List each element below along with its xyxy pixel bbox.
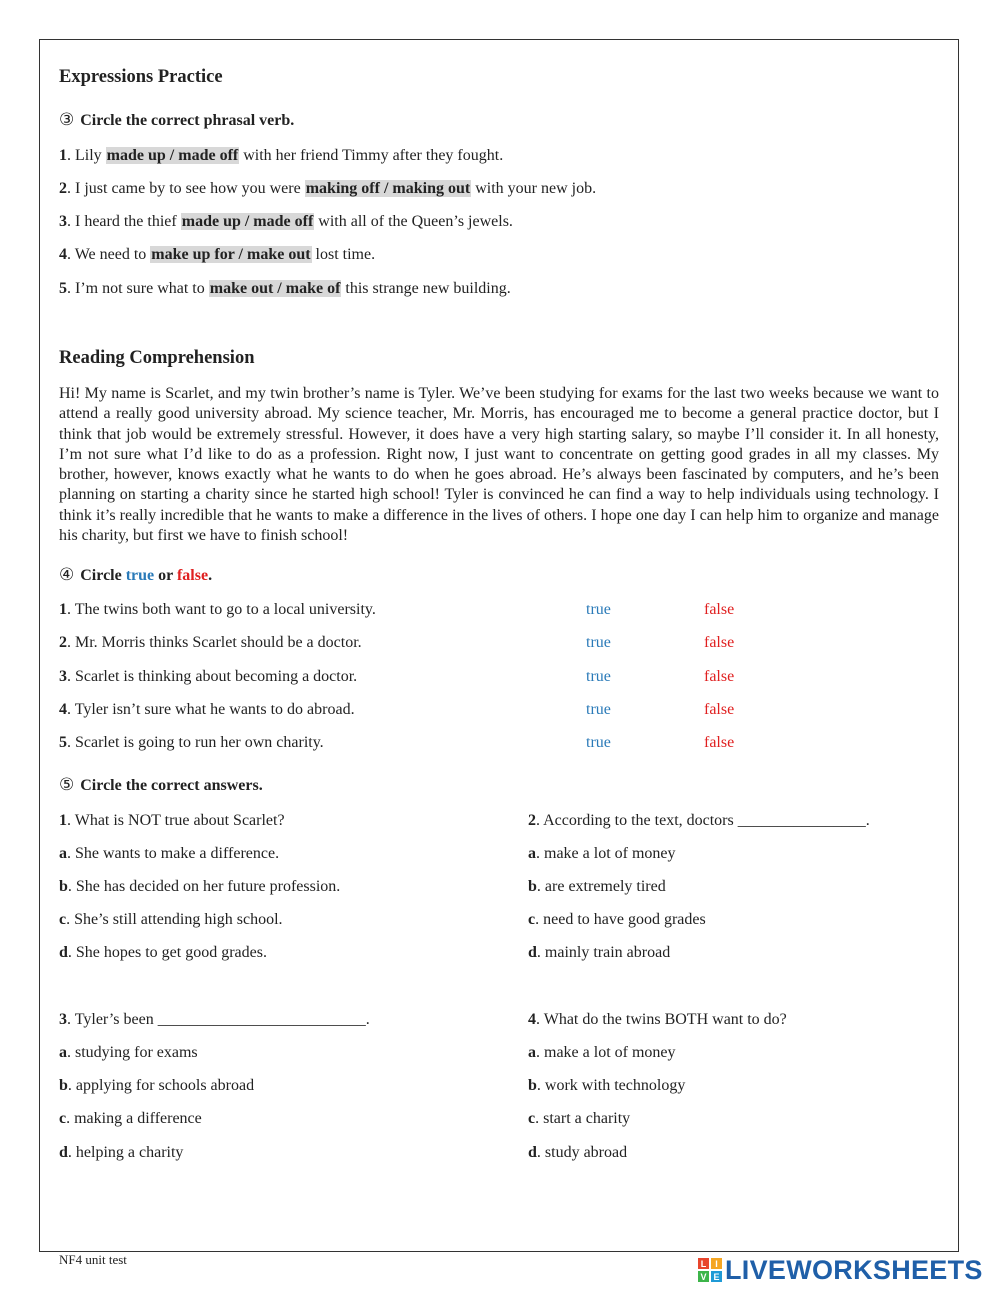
phrasal-item-2: 2. I just came by to see how you were making off / making out with your new job. — [59, 180, 597, 197]
answer-option[interactable]: c. need to have good grades — [528, 911, 706, 928]
logo-block: I — [711, 1258, 722, 1269]
tf-true-option[interactable]: true — [586, 668, 611, 685]
logo-block: L — [698, 1258, 709, 1269]
logo-block: E — [711, 1271, 722, 1282]
logo-blocks-icon — [698, 1258, 722, 1282]
logo-block: V — [698, 1271, 709, 1282]
answer-option[interactable]: b. work with technology — [528, 1077, 686, 1094]
tf-false-option[interactable]: false — [704, 634, 735, 651]
question-1: 1. What is NOT true about Scarlet? — [59, 812, 285, 829]
question-3: 3. Tyler’s been __________________________. — [59, 1011, 370, 1028]
answer-option[interactable]: d. study abroad — [528, 1144, 628, 1161]
phrasal-item-4: 4. We need to make up for / make out lost time. — [59, 246, 376, 263]
answer-option[interactable]: a. studying for exams — [59, 1044, 198, 1061]
phrasal-choice[interactable]: made up / made off — [181, 213, 314, 230]
answer-option[interactable]: d. helping a charity — [59, 1144, 184, 1161]
answer-option[interactable]: a. She wants to make a difference. — [59, 845, 280, 862]
instruction-phrasal-verb: ③ Circle the correct phrasal verb. — [59, 110, 295, 129]
phrasal-item-5: 5. I’m not sure what to make out / make of this strange new building. — [59, 280, 511, 297]
tf-false-option[interactable]: false — [704, 668, 735, 685]
answer-option[interactable]: b. She has decided on her future profession. — [59, 878, 341, 895]
tf-true-option[interactable]: true — [586, 634, 611, 651]
answer-option[interactable]: a. make a lot of money — [528, 1044, 676, 1061]
question-2: 2. According to the text, doctors ________________. — [528, 812, 870, 829]
section-title-reading: Reading Comprehension — [59, 348, 255, 368]
phrasal-choice[interactable]: make up for / make out — [151, 246, 311, 263]
footer-label: NF4 unit test — [59, 1252, 127, 1267]
answer-option[interactable]: a. make a lot of money — [528, 845, 676, 862]
phrasal-item-3: 3. I heard the thief made up / made off with all of the Queen’s jewels. — [59, 213, 513, 230]
circled-number-4: ④ — [59, 565, 75, 584]
tf-true-option[interactable]: true — [586, 601, 611, 618]
answer-option[interactable]: b. are extremely tired — [528, 878, 666, 895]
answer-option[interactable]: d. mainly train abroad — [528, 944, 671, 961]
liveworksheets-logo — [698, 1256, 983, 1284]
phrasal-choice[interactable]: making off / making out — [305, 180, 471, 197]
tf-true-option[interactable]: true — [586, 734, 611, 751]
section-title-expressions: Expressions Practice — [59, 67, 223, 87]
tf-false-option[interactable]: false — [704, 601, 735, 618]
tf-item-1: 1. The twins both want to go to a local university. — [59, 601, 376, 618]
instruction-correct-answers: ⑤ Circle the correct answers. — [59, 775, 263, 794]
tf-false-option[interactable]: false — [704, 734, 735, 751]
answer-option[interactable]: c. making a difference — [59, 1110, 202, 1127]
logo-text: LIVEWORKSHEETS — [725, 1254, 983, 1285]
tf-false-option[interactable]: false — [704, 701, 735, 718]
tf-item-3: 3. Scarlet is thinking about becoming a doctor. — [59, 668, 358, 685]
tf-item-4: 4. Tyler isn’t sure what he wants to do abroad. — [59, 701, 355, 718]
answer-option[interactable]: c. start a charity — [528, 1110, 631, 1127]
phrasal-choice[interactable]: made up / made off — [106, 147, 239, 164]
phrasal-item-1: 1. Lily made up / made off with her friend Timmy after they fought. — [59, 147, 504, 164]
answer-option[interactable]: d. She hopes to get good grades. — [59, 944, 267, 961]
reading-passage: Hi! My name is Scarlet, and my twin brother’s name is Tyler. We’ve been studying for exams for the last two weeks because we want to attend a really good university abroad. My science teacher, Mr. Morris, has encouraged me to become a general practice doctor, but I think that job would be extremely stressful. However, it does have a very high starting salary, so maybe I’ll consider it. In all honesty, I’m not sure what I’d like to do as a profession. Right now, I just want to concentrate on getting good grades in all my classes. My brother, however, knows exactly what he wants to do when he goes abroad. He’s always been fascinated by computers, and he’s been planning on starting a charity since he started high school! Tyler is convinced he can find a way to help individuals using technology. I think it’s really incredible that he wants to make a difference in the lives of others. I hope one day I can help him to organize and manage his charity, but first we have to finish school! — [59, 385, 939, 545]
circled-number-5: ⑤ — [59, 775, 75, 794]
tf-true-option[interactable]: true — [586, 701, 611, 718]
tf-item-2: 2. Mr. Morris thinks Scarlet should be a doctor. — [59, 634, 362, 651]
answer-option[interactable]: b. applying for schools abroad — [59, 1077, 255, 1094]
instruction-true-false: ④ Circle true or false. — [59, 565, 213, 584]
answer-option[interactable]: c. She’s still attending high school. — [59, 911, 283, 928]
circled-number-3: ③ — [59, 110, 75, 129]
question-4: 4. What do the twins BOTH want to do? — [528, 1011, 787, 1028]
tf-item-5: 5. Scarlet is going to run her own charity. — [59, 734, 324, 751]
phrasal-choice[interactable]: make out / make of — [209, 280, 341, 297]
